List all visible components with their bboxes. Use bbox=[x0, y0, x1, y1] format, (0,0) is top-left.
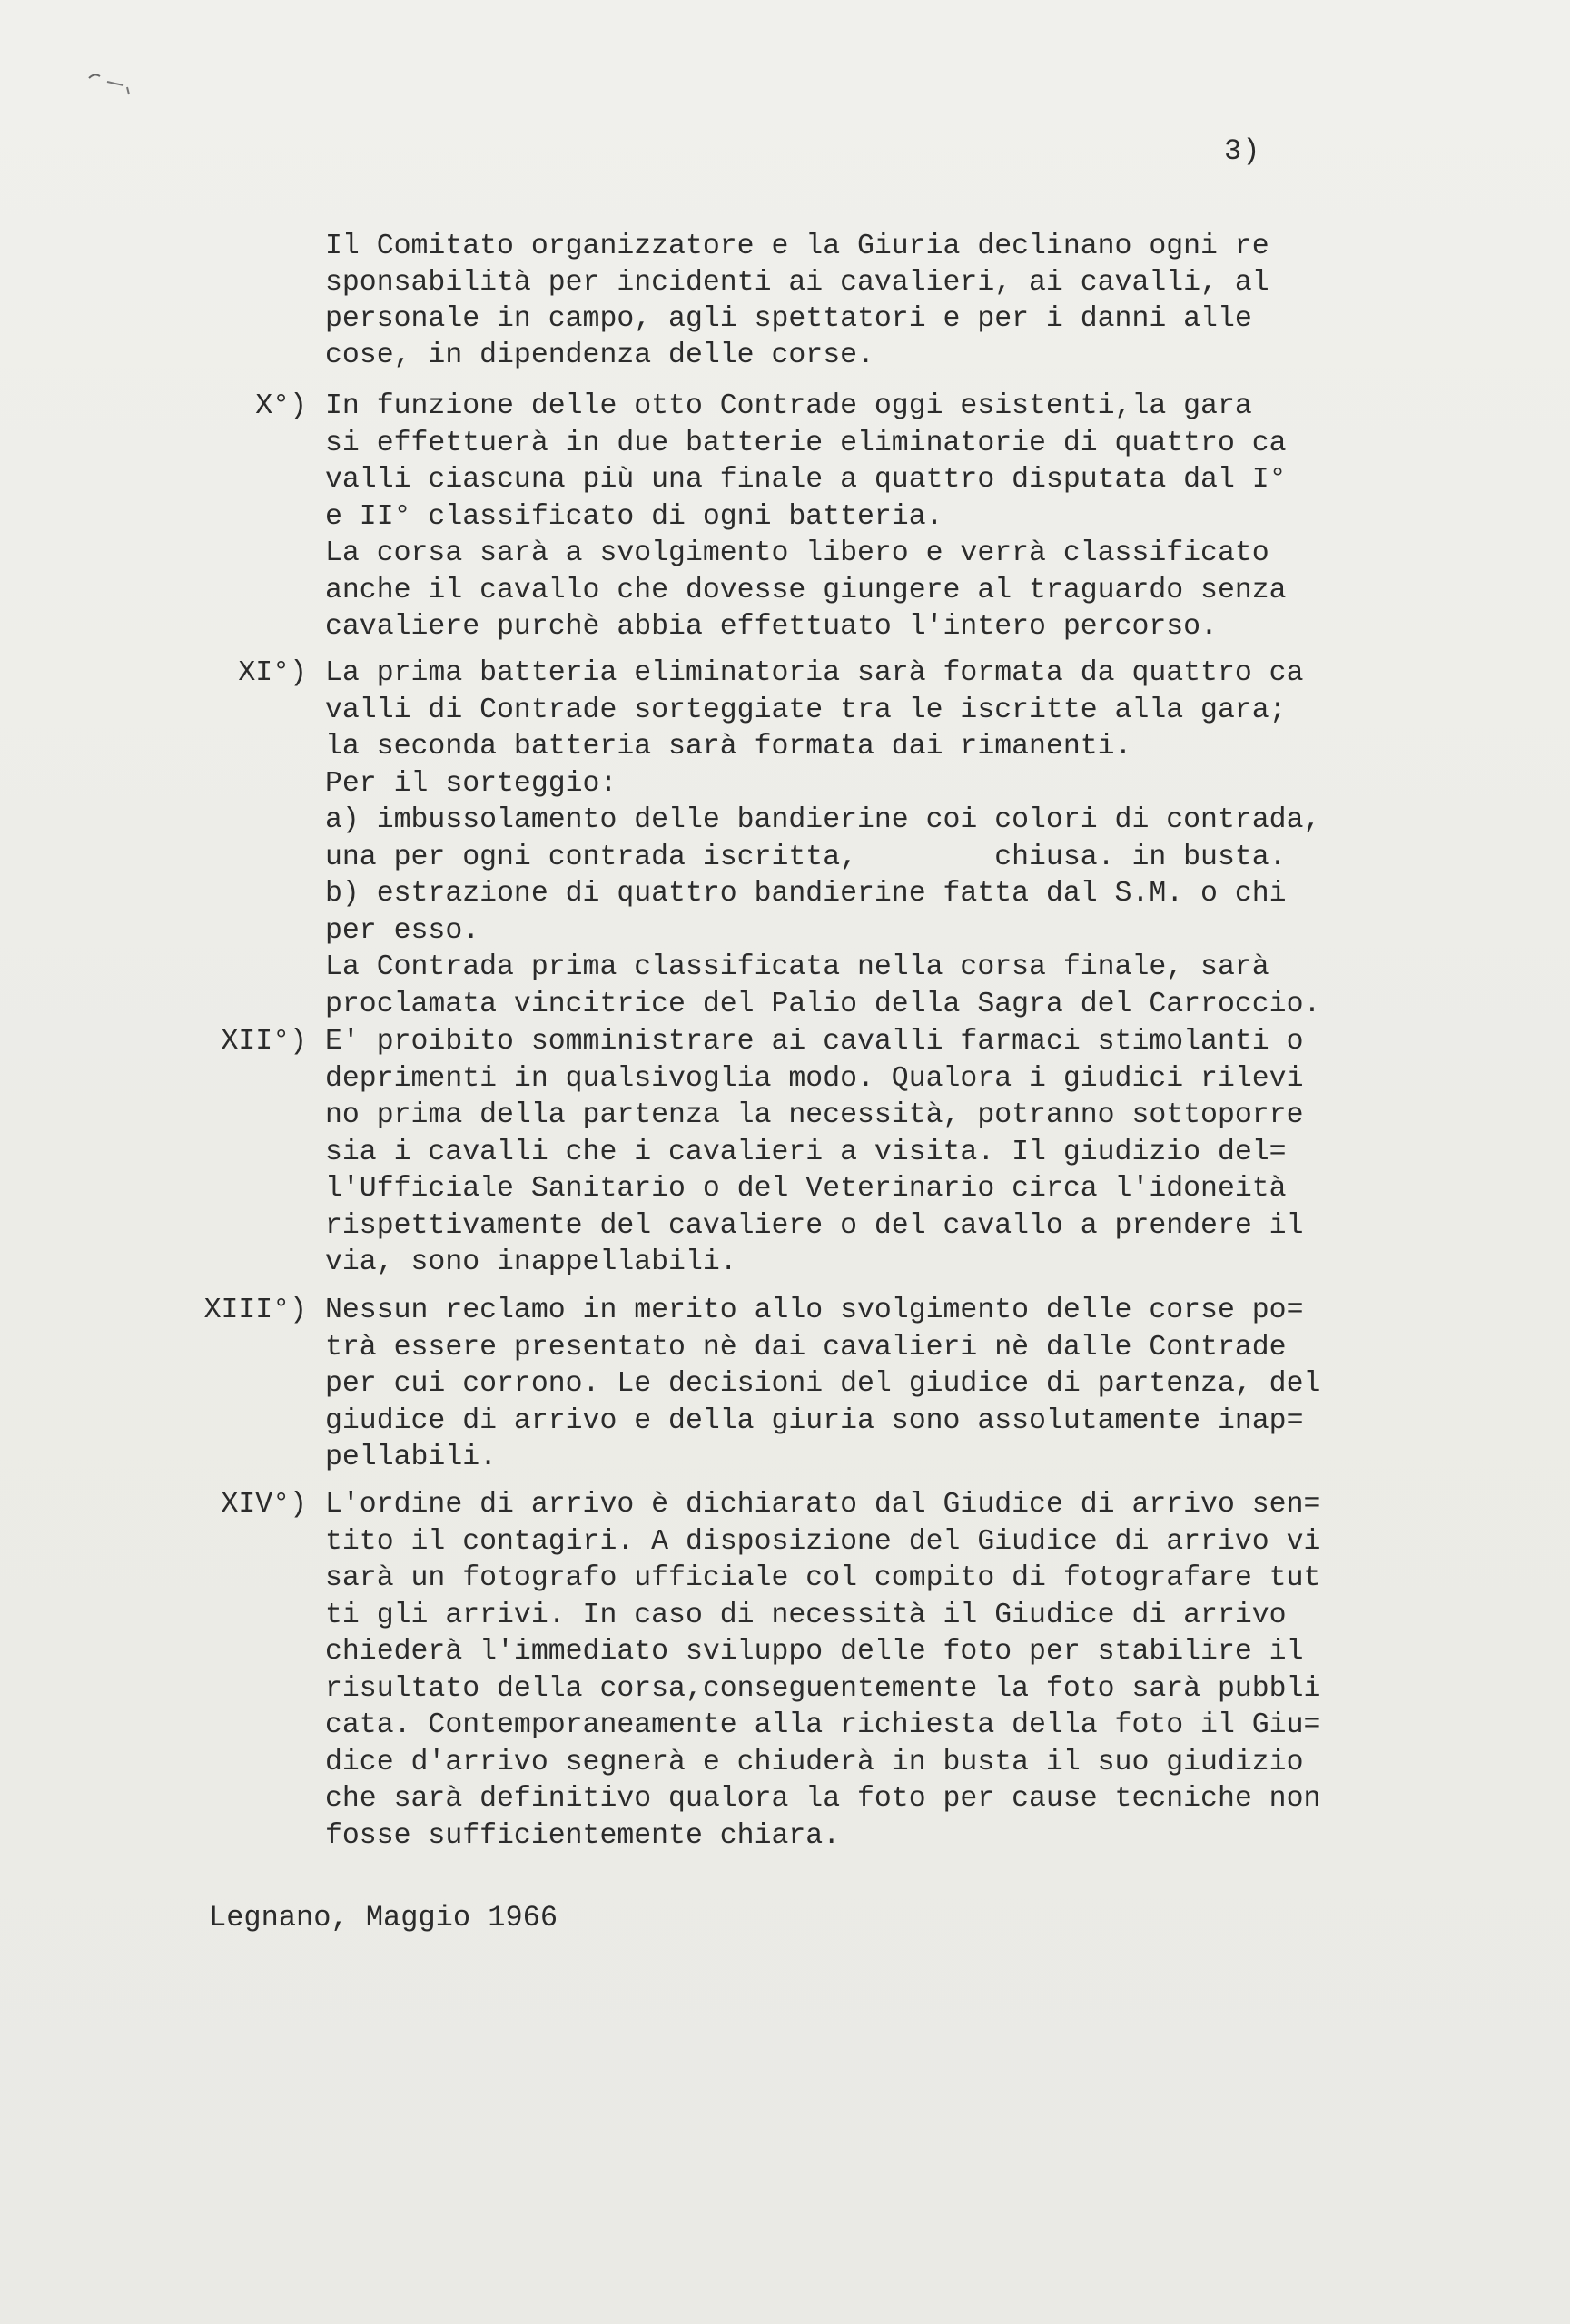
text-line: proclamata vincitrice del Palio della Sagra del Carroccio. bbox=[325, 988, 1321, 1020]
text-line: Per il sorteggio: bbox=[325, 767, 617, 800]
text-line: dice d'arrivo segnerà e chiuderà in busta il suo giudizio bbox=[325, 1746, 1304, 1778]
article-body bbox=[325, 1487, 1451, 1855]
article-body bbox=[325, 1293, 1451, 1477]
pencil-mark bbox=[87, 71, 133, 98]
text-line: ti gli arrivi. In caso di necessità il Giudice di arrivo bbox=[325, 1599, 1287, 1631]
text-line: b) estrazione di quattro bandierine fatta dal S.M. o chi bbox=[325, 878, 1287, 910]
text-line: cose, in dipendenza delle corse. bbox=[325, 340, 874, 371]
text-line: valli ciascuna più una finale a quattro disputata dal I° bbox=[325, 464, 1287, 496]
text-line: tito il contagiri. A disposizione del Giudice di arrivo vi bbox=[325, 1525, 1321, 1558]
article-number: X°) bbox=[255, 390, 307, 422]
text-line: deprimenti in qualsivoglia modo. Qualora i giudici rilevi bbox=[325, 1062, 1304, 1095]
text-line: si effettuerà in due batterie eliminatorie di quattro ca bbox=[325, 427, 1287, 459]
text-line: chiederà l'immediato sviluppo delle foto per stabilire il bbox=[325, 1636, 1304, 1668]
text-line: sponsabilità per incidenti ai cavalieri, ai cavalli, al bbox=[325, 267, 1269, 299]
text-line: La corsa sarà a svolgimento libero e verrà classificato bbox=[325, 537, 1269, 569]
text-line: Il Comitato organizzatore e la Giuria declinano ogni re bbox=[325, 231, 1269, 262]
article-number: XIV°) bbox=[221, 1489, 307, 1521]
place-date-footer: Legnano, Maggio 1966 bbox=[209, 1901, 558, 1935]
text-line: cavaliere purchè abbia effettuato l'intero percorso. bbox=[325, 611, 1218, 643]
intro-paragraph bbox=[325, 229, 1433, 374]
article-body bbox=[325, 1024, 1451, 1282]
text-line: sia i cavalli che i cavalieri a visita. Il giudizio del= bbox=[325, 1136, 1287, 1168]
text-line: La prima batteria eliminatoria sarà formata da quattro ca bbox=[325, 657, 1304, 689]
text-line: pellabili. bbox=[325, 1442, 498, 1473]
text-line: la seconda batteria sarà formata dai rimanenti. bbox=[325, 731, 1132, 763]
text-line: risultato della corsa,conseguentemente la foto sarà pubbli bbox=[325, 1672, 1321, 1705]
article-number: XII°) bbox=[221, 1026, 307, 1058]
text-line: L'ordine di arrivo è dichiarato dal Giudice di arrivo sen= bbox=[325, 1489, 1321, 1521]
text-line: Nessun reclamo in merito allo svolgimento delle corse po= bbox=[325, 1295, 1304, 1326]
text-line: rispettivamente del cavaliere o del cavallo a prendere il bbox=[325, 1209, 1304, 1242]
article-body bbox=[325, 389, 1451, 646]
article-body bbox=[325, 655, 1451, 1023]
text-line: giudice di arrivo e della giuria sono assolutamente inap= bbox=[325, 1404, 1304, 1437]
text-line: che sarà definitivo qualora la foto per cause tecniche non bbox=[325, 1783, 1321, 1815]
text-line: In funzione delle otto Contrade oggi esistenti,la gara bbox=[325, 390, 1252, 422]
text-line: cata. Contemporaneamente alla richiesta della foto il Giu= bbox=[325, 1709, 1321, 1741]
text-line: trà essere presentato nè dai cavalieri nè dalle Contrade bbox=[325, 1331, 1287, 1364]
text-line: sarà un fotografo ufficiale col compito di fotografare tut bbox=[325, 1562, 1321, 1594]
page-number: 3) bbox=[1224, 134, 1261, 168]
text-line: La Contrada prima classificata nella corsa finale, sarà bbox=[325, 951, 1269, 983]
text-line: a) imbussolamento delle bandierine coi colori di contrada, bbox=[325, 804, 1321, 836]
text-line: per cui corrono. Le decisioni del giudice di partenza, del bbox=[325, 1368, 1321, 1400]
text-line: valli di Contrade sorteggiate tra le iscritte alla gara; bbox=[325, 694, 1287, 726]
article-number: XIII°) bbox=[203, 1295, 307, 1326]
text-line: E' proibito somministrare ai cavalli farmaci stimolanti o bbox=[325, 1026, 1304, 1058]
text-line: anche il cavallo che dovesse giungere al traguardo senza bbox=[325, 574, 1287, 606]
text-line: per esso. bbox=[325, 914, 480, 947]
text-line: e II° classificato di ogni batteria. bbox=[325, 500, 943, 533]
text-line: l'Ufficiale Sanitario o del Veterinario circa l'idoneità bbox=[325, 1173, 1287, 1205]
text-line: via, sono inappellabili. bbox=[325, 1246, 737, 1278]
text-line: una per ogni contrada iscritta, chiusa. in busta. bbox=[325, 841, 1287, 873]
article-number: XI°) bbox=[238, 657, 307, 689]
text-line: personale in campo, agli spettatori e per i danni alle bbox=[325, 303, 1252, 335]
text-line: fosse sufficientemente chiara. bbox=[325, 1819, 841, 1852]
text-line: no prima della partenza la necessità, potranno sottoporre bbox=[325, 1099, 1304, 1131]
